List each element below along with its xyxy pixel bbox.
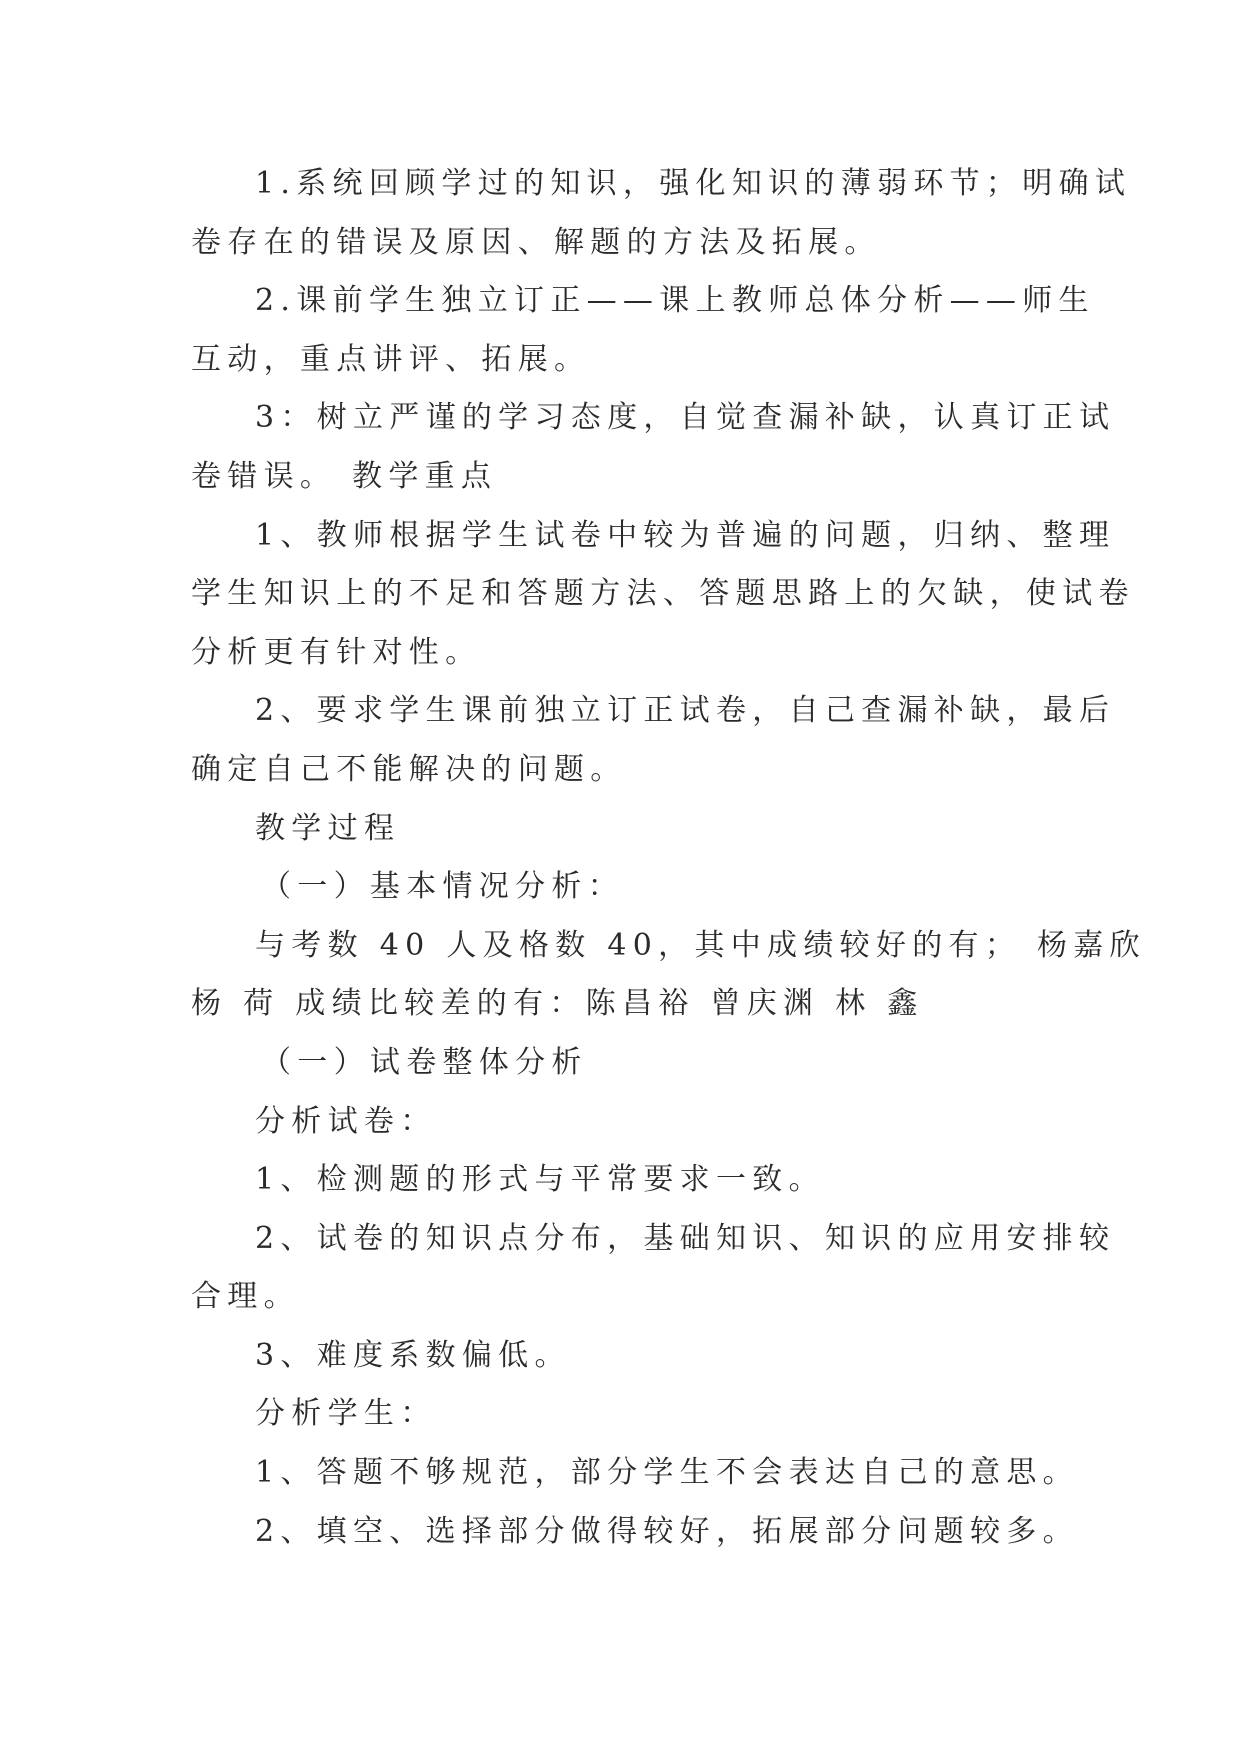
text-line: （一）基本情况分析： [261,869,624,905]
text-line: 与考数 40 人及格数 40，其中成绩较好的有； 杨嘉欣 [255,927,1146,963]
text-line: 学生知识上的不足和答题方法、答题思路上的欠缺，使试卷 [191,576,1135,612]
text-line: 互动，重点讲评、拓展。 [191,341,591,377]
text-line: 3：树立严谨的学习态度，自觉查漏补缺，认真订正试 [255,400,1116,436]
text-line: 1、检测题的形式与平常要求一致。 [255,1162,825,1198]
text-line: （一）试卷整体分析 [261,1044,588,1080]
text-line: 卷存在的错误及原因、解题的方法及拓展。 [191,224,881,260]
document-body [191,155,1146,1561]
text-line: 分析学生： [255,1396,437,1432]
text-line: 1.系统回顾学过的知识，强化知识的薄弱环节；明确试 [255,166,1132,201]
text-line: 分析试卷： [255,1103,437,1139]
text-line: 3、难度系数偏低。 [255,1337,571,1373]
text-line: 确定自己不能解决的问题。 [191,751,627,787]
text-line: 合理。 [191,1279,300,1315]
text-line: 教学过程 [255,810,401,846]
text-line: 2.课前学生独立订正——课上教师总体分析——师生 [255,283,1095,319]
text-line: 2、试卷的知识点分布，基础知识、知识的应用安排较 [255,1220,1116,1256]
text-line: 杨 荷 成绩比较差的有：陈昌裕 曾庆渊 林 鑫 [191,986,924,1022]
text-line: 2、填空、选择部分做得较好，拓展部分问题较多。 [255,1513,1079,1549]
text-line: 2、要求学生课前独立订正试卷，自己查漏补缺，最后 [255,693,1116,729]
text-line: 分析更有针对性。 [191,634,482,670]
text-line: 卷错误。 教学重点 [191,458,498,494]
text-line: 1、教师根据学生试卷中较为普遍的问题，归纳、整理 [255,517,1116,553]
text-line: 1、答题不够规范，部分学生不会表达自己的意思。 [255,1455,1079,1491]
